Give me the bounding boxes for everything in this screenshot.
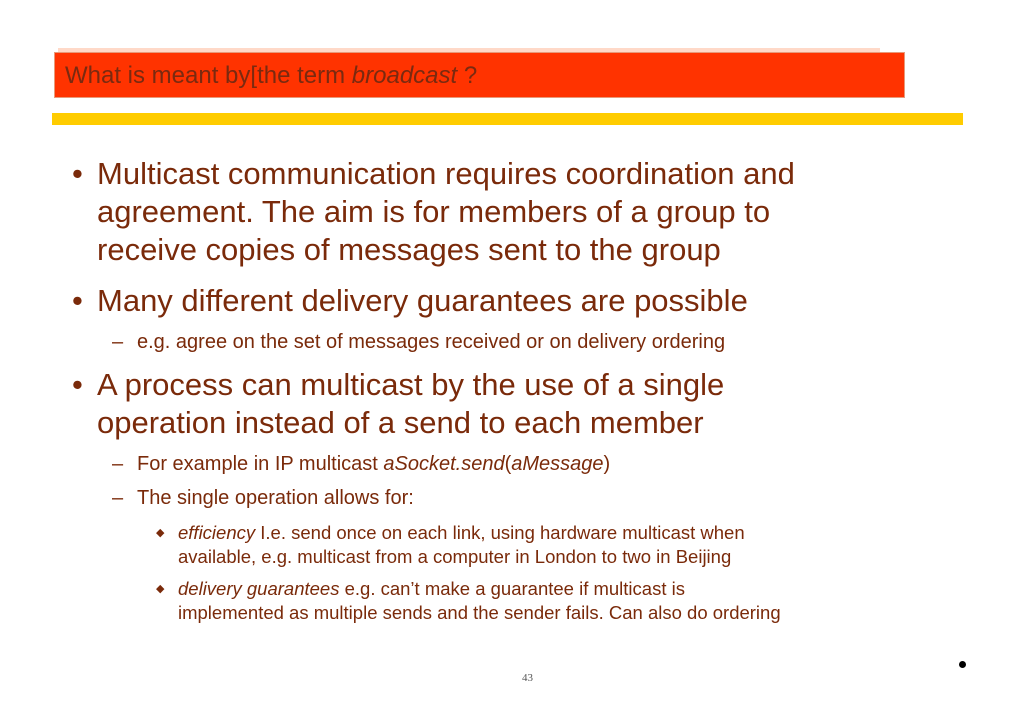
delivery-line1: e.g. can’t make a guarantee if multicast is bbox=[339, 578, 685, 599]
bullet-line: operation instead of a send to each member bbox=[97, 405, 704, 440]
bullet-line: agreement. The aim is for members of a group to bbox=[97, 194, 771, 229]
ip-example-call: aSocket.send bbox=[383, 453, 505, 475]
sub-bullet-text: e.g. agree on the set of messages received or on delivery ordering bbox=[137, 331, 726, 353]
delivery-term: delivery guarantees bbox=[178, 578, 340, 599]
sub-bullet-text bbox=[137, 452, 610, 476]
efficiency-term: efficiency bbox=[178, 522, 256, 543]
diamond-bullet-icon: ◆ bbox=[156, 527, 165, 539]
bullet-icon: • bbox=[72, 367, 83, 402]
dash-icon: – bbox=[112, 453, 124, 475]
efficiency-line1: I.e. send once on each link, using hardware multicast when bbox=[255, 522, 745, 543]
title-text-part1: What is meant by[the term bbox=[65, 62, 352, 89]
ip-example-arg: aMessage bbox=[511, 453, 604, 475]
bullet-icon: • bbox=[72, 156, 83, 191]
dash-icon: – bbox=[112, 487, 124, 509]
efficiency-line2: available, e.g. multicast from a computer in London to two in Beijing bbox=[178, 546, 732, 567]
corner-dot-icon bbox=[959, 661, 966, 668]
bullet-line: A process can multicast by the use of a single bbox=[97, 367, 725, 402]
third-bullet-line bbox=[178, 577, 685, 601]
dash-icon: – bbox=[112, 331, 124, 353]
title-text-part2: ? bbox=[457, 62, 478, 89]
page-number: 43 bbox=[522, 672, 533, 684]
delivery-line2: implemented as multiple sends and the sender fails. Can also do ordering bbox=[178, 602, 781, 623]
bullet-line: receive copies of messages sent to the group bbox=[97, 232, 721, 267]
diamond-bullet-icon: ◆ bbox=[156, 583, 165, 595]
title-text-italic: broadcast bbox=[351, 62, 458, 89]
bullet-line: Many different delivery guarantees are possible bbox=[97, 283, 748, 318]
ip-example-open: ( bbox=[504, 453, 512, 475]
bullet-line: Multicast communication requires coordination and bbox=[97, 156, 795, 191]
sub-bullet-text: The single operation allows for: bbox=[137, 487, 414, 509]
bullet-icon: • bbox=[72, 283, 83, 318]
ip-example-close: ) bbox=[603, 453, 611, 475]
ip-example-prefix: For example in IP multicast bbox=[137, 453, 384, 475]
third-bullet-line bbox=[178, 521, 745, 545]
